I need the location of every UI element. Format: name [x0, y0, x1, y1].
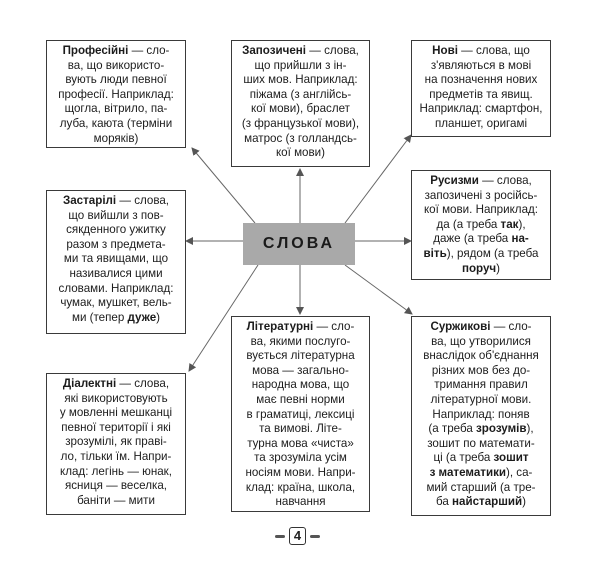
bold-word: так — [500, 217, 519, 231]
box-text: та вимові. Літе- — [259, 422, 342, 436]
box-text: народна мова, що — [251, 378, 350, 392]
box-text: на позначення нових — [424, 73, 538, 87]
box-text: — сло- — [128, 44, 170, 57]
box-text: чумак, мушкет, вель- — [60, 296, 172, 310]
box-text: які використовують — [64, 391, 168, 405]
box-text: словами. Наприклад: — [58, 281, 174, 295]
box-text: називалися цими — [69, 266, 163, 280]
page-dash-right — [310, 535, 320, 538]
box-text: ) — [156, 310, 161, 324]
box-text: професії. Наприклад: — [58, 87, 174, 101]
box-text: — сло- — [490, 320, 532, 333]
box-novi — [411, 40, 551, 137]
box-text: баніти — мити — [77, 493, 155, 507]
box-text: — сло- — [313, 320, 355, 333]
box-text: зрозумілі, як праві- — [65, 435, 167, 449]
box-text: — слова, — [306, 44, 359, 57]
bold-word: зошит — [493, 451, 529, 465]
box-text: да (а треба — [436, 217, 501, 231]
term-heading: Русизми — [430, 174, 479, 187]
bold-word: віть — [423, 246, 447, 260]
box-text: моряків) — [93, 131, 139, 145]
bold-word: дуже — [127, 310, 157, 324]
box-text: ясниця — веселка, — [64, 479, 167, 493]
box-text: вується літературна — [246, 349, 355, 363]
term-heading: Суржикові — [430, 320, 491, 333]
box-text: щогла, вітрило, па- — [64, 102, 168, 116]
box-text: клад: країна, школа, — [245, 480, 356, 494]
box-text: ), рядом (а треба — [446, 246, 539, 260]
box-text: літературної мови. — [430, 392, 532, 406]
box-text: кої мови), браслет — [251, 102, 350, 116]
center-node-slova: СЛОВА — [243, 223, 355, 265]
box-text: даже (а треба — [433, 232, 512, 246]
box-text: в граматиці, лексиці — [246, 407, 355, 421]
box-text: — слова, що — [457, 44, 530, 57]
box-text: луба, каюта (терміни — [59, 116, 173, 130]
box-text: ), са- — [506, 465, 533, 479]
box-text: має певні норми — [256, 392, 345, 406]
box-text: Наприклад: поняв — [432, 407, 530, 421]
box-text: ва, що використо- — [67, 58, 165, 72]
box-text: (а треба — [428, 422, 477, 436]
term-heading: Запозичені — [242, 44, 307, 57]
box-text: клад: легінь — юнак, — [60, 464, 172, 478]
box-text: тримання правил — [434, 378, 528, 392]
box-text: — слова, — [116, 377, 170, 390]
box-text: у мовленні мешканці — [59, 406, 173, 420]
box-surzhykovi — [411, 316, 551, 516]
box-text: предметів та явищ. — [429, 87, 533, 101]
box-text: ), — [526, 422, 534, 436]
box-text: ло, тільки їм. Напри- — [60, 449, 172, 463]
box-text: запозичені з російсь- — [424, 188, 538, 202]
box-dialektni — [46, 373, 186, 515]
box-text: певної території і які — [61, 420, 171, 434]
box-text: ) — [496, 261, 501, 275]
box-text: сякденного ужитку — [66, 223, 166, 237]
box-text: кої мови. Наприклад: — [423, 203, 538, 217]
box-text: з'являються в мові — [430, 58, 532, 72]
box-text: навчання — [275, 495, 326, 509]
box-text: вують люди певної — [65, 73, 167, 87]
box-text: ), — [518, 217, 526, 231]
box-text: разом з предмета- — [66, 237, 166, 251]
box-text: кої мови) — [275, 146, 325, 160]
term-heading: Професійні — [62, 44, 129, 57]
box-text: зошит по математи- — [427, 436, 535, 450]
box-zastarili — [46, 190, 186, 334]
term-heading: Діалектні — [62, 377, 117, 390]
bold-word: поруч — [461, 261, 497, 275]
box-text: ) — [522, 495, 527, 509]
box-text: мий старший (а тре- — [426, 480, 536, 494]
box-text: внаслідок об'єднання — [423, 349, 539, 363]
term-heading: Літературні — [246, 320, 314, 333]
box-text: турна мова «чиста» — [247, 436, 354, 450]
page-number-value: 4 — [289, 527, 306, 545]
bold-word: на- — [511, 232, 529, 246]
bold-word: з математики — [429, 465, 506, 479]
box-rusyzmy — [411, 170, 551, 280]
box-text: ба — [435, 495, 452, 509]
arrow-to-surzhykovi — [345, 265, 412, 314]
bold-word: зрозумів — [476, 422, 527, 436]
box-text: мова — загально- — [252, 363, 349, 377]
box-text: — слова, — [116, 194, 170, 207]
box-text: ва, якими послуго- — [250, 334, 351, 348]
box-text: ших мов. Наприклад: — [243, 73, 358, 87]
box-profesiini — [46, 40, 186, 148]
box-text: що вийшли з пов- — [68, 208, 164, 222]
box-text: ва, що утворилися — [431, 334, 531, 348]
box-text: матрос (з голландсь- — [244, 131, 357, 145]
bold-word: найстарший — [452, 495, 523, 509]
box-text: піжама (з англійсь- — [249, 87, 352, 101]
term-heading: Застарілі — [62, 194, 117, 207]
box-text: що прийшли з ін- — [254, 58, 347, 72]
box-text: ми (тепер — [71, 310, 128, 324]
box-text: Наприклад: смартфон, — [419, 102, 543, 116]
term-heading: Нові — [432, 44, 458, 57]
box-text: різних мов без до- — [431, 363, 531, 377]
box-text: планшет, оригамі — [434, 116, 528, 130]
box-text: носіям мови. Напри- — [245, 465, 356, 479]
box-text: та зрозуміла усім — [254, 451, 347, 465]
box-literaturni — [231, 316, 370, 512]
page-dash-left — [275, 535, 285, 538]
box-text: — слова, — [478, 174, 532, 187]
box-text: ці (а треба — [433, 451, 494, 465]
box-zapozycheni — [231, 40, 370, 167]
page-number — [0, 527, 595, 545]
box-text: (з французької мови), — [241, 116, 360, 130]
box-text: ми та явищами, що — [63, 252, 169, 266]
